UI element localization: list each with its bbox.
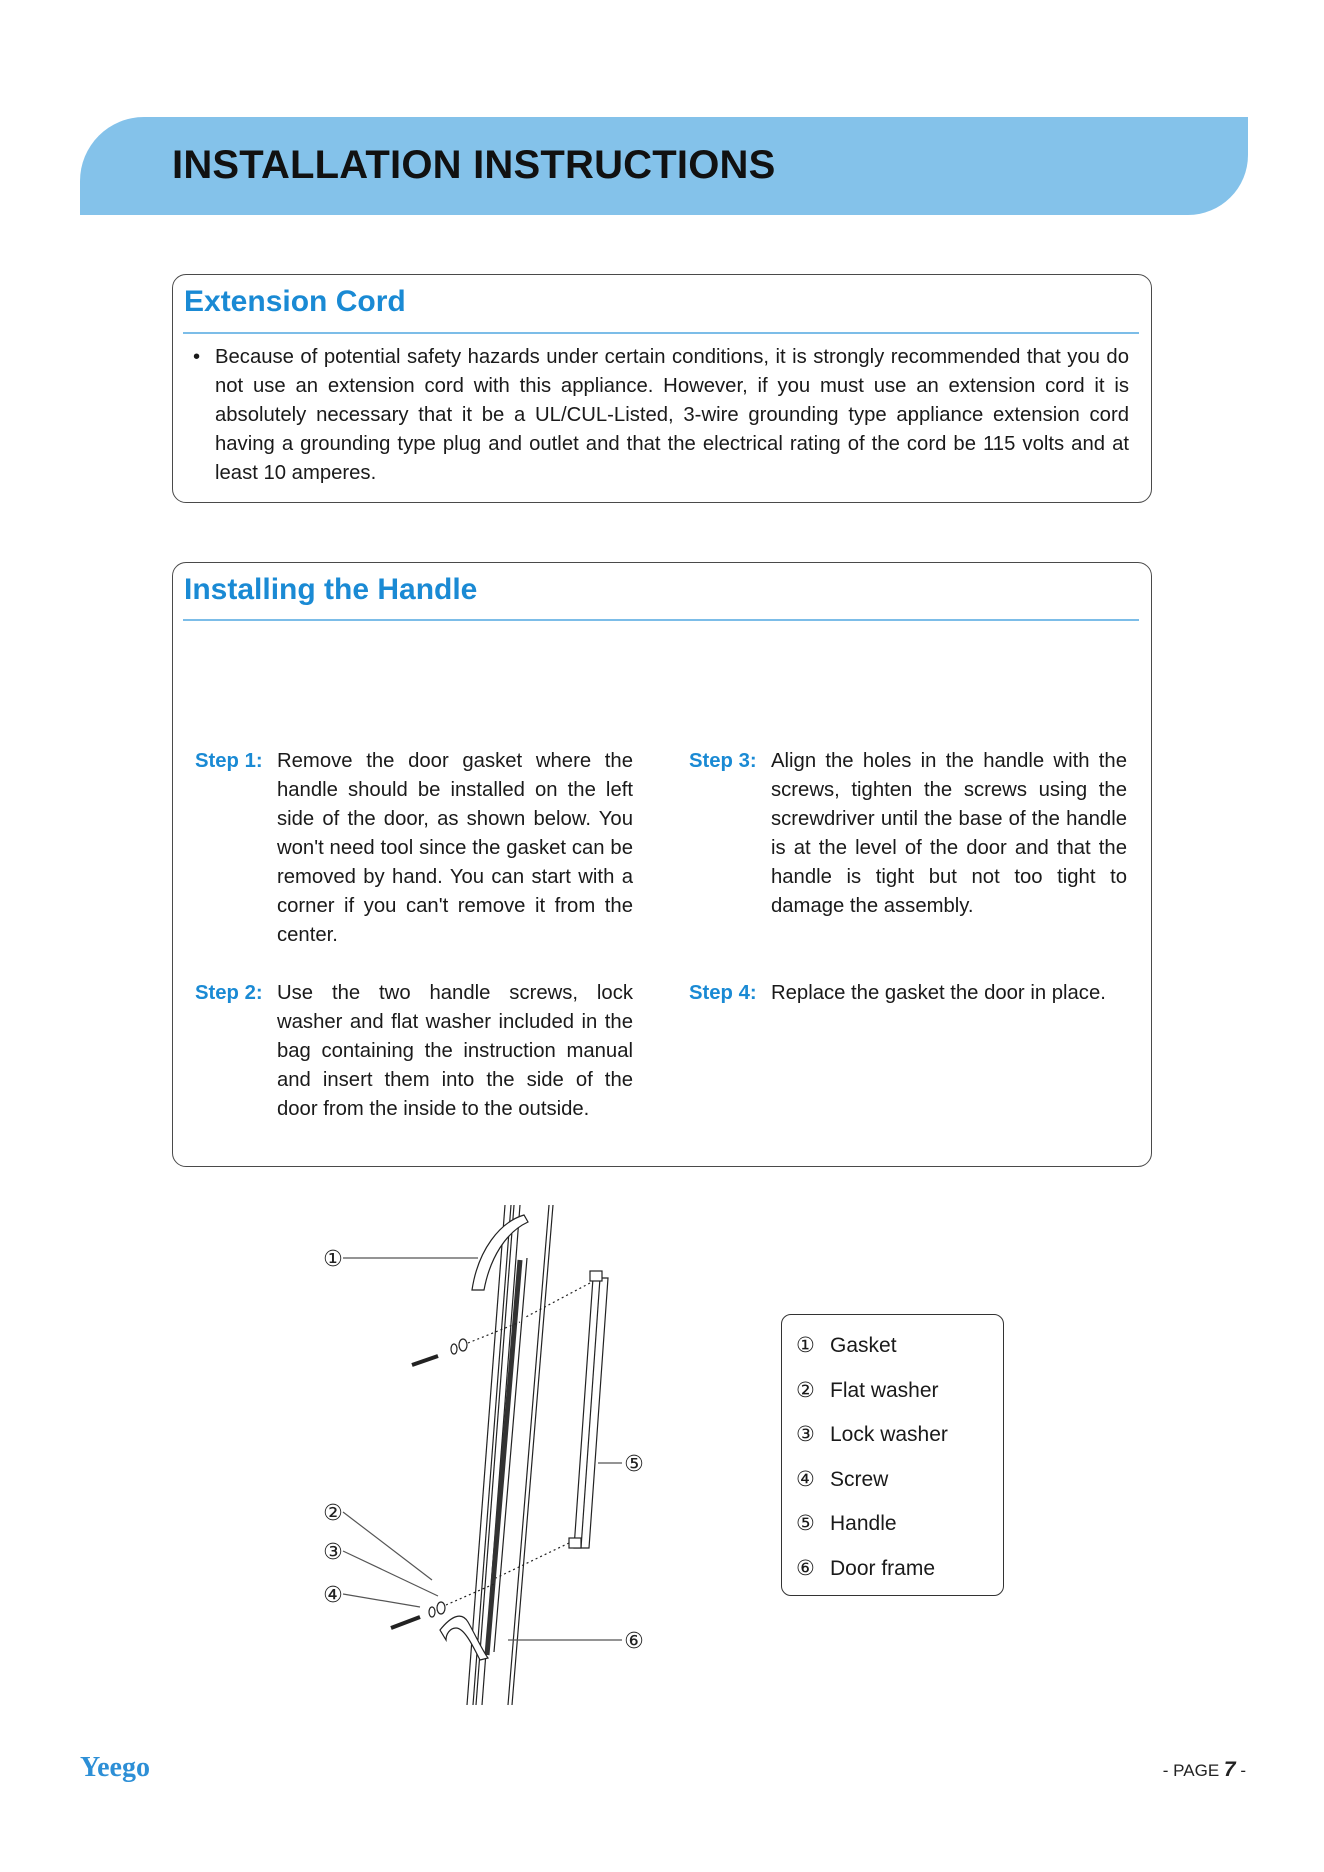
step-text: Remove the door gasket where the handle should be installed on the left side of the door, as shown below. You won't need tool since the gasket can be removed by hand. You can start with a corner if you can't remove it from the center. [277, 750, 633, 946]
page-suffix: - [1240, 1761, 1246, 1780]
callout-5: ⑤ [624, 1452, 644, 1477]
legend-item [796, 1331, 897, 1361]
extension-cord-title: Extension Cord [184, 285, 406, 318]
legend-item [796, 1376, 939, 1406]
parts-legend [781, 1314, 1004, 1596]
legend-number: ⑤ [796, 1512, 815, 1535]
legend-number: ③ [796, 1423, 815, 1446]
legend-label: Lock washer [830, 1423, 948, 1446]
list-item [189, 343, 1129, 488]
legend-number: ④ [796, 1468, 815, 1491]
handle-installation-diagram [300, 1195, 720, 1715]
legend-label: Handle [830, 1512, 897, 1535]
page-number-value: 7 [1223, 1758, 1236, 1781]
callout-6: ⑥ [624, 1629, 644, 1654]
callout-1: ① [323, 1247, 343, 1272]
installing-handle-panel [172, 562, 1152, 1167]
step-label: Step 2: [195, 982, 263, 1004]
handle-shape [569, 1271, 608, 1548]
legend-item [796, 1465, 888, 1495]
page-title: INSTALLATION INSTRUCTIONS [172, 143, 776, 187]
step-label: Step 3: [689, 750, 757, 772]
legend-label: Screw [830, 1468, 889, 1491]
page-prefix: - PAGE [1162, 1761, 1220, 1780]
lower-screw-set [391, 1584, 494, 1628]
step-label: Step 4: [689, 982, 757, 1004]
callout-3: ③ [323, 1540, 343, 1565]
legend-number: ⑥ [796, 1557, 815, 1580]
legend-number: ② [796, 1379, 815, 1402]
step-text: Replace the gasket the door in place. [771, 982, 1106, 1004]
legend-item [796, 1554, 935, 1584]
bullet-icon: • [193, 346, 201, 368]
step-text: Use the two handle screws, lock washer and flat washer included in the bag containing the instruction manual and insert them into the side of the door from the inside to the outside. [277, 982, 633, 1120]
header-band [80, 117, 1248, 215]
callout-2: ② [323, 1501, 343, 1526]
step-label: Step 1: [195, 750, 263, 772]
extension-cord-text: Because of potential safety hazards under certain conditions, it is strongly recommended that you do not use an extension cord with this appliance. However, if you must use an extension cord it is absolutely necessary that it be a UL/CUL-Listed, 3-wire grounding type appliance extension cord having a grounding type plug and outlet and that the electrical rating of the cord be 115 volts and at least 10 amperes. [215, 346, 1129, 484]
callout-4: ④ [323, 1583, 343, 1608]
legend-label: Flat washer [830, 1379, 939, 1402]
legend-item [796, 1509, 897, 1539]
installing-handle-title: Installing the Handle [184, 573, 478, 606]
legend-item [796, 1420, 948, 1450]
page-number [1163, 1758, 1246, 1782]
legend-label: Gasket [830, 1334, 897, 1357]
legend-label: Door frame [830, 1557, 936, 1580]
extension-cord-list [189, 343, 1129, 488]
step-text: Align the holes in the handle with the screws, tighten the screws using the screwdriver until the base of the handle is at the level of the door and that the handle is tight but not too tight to damage the assembly. [771, 750, 1127, 917]
section-divider [183, 332, 1139, 334]
section-divider [183, 619, 1139, 621]
brand-logo: Yeego [80, 1752, 150, 1783]
legend-number: ① [796, 1334, 815, 1357]
extension-cord-panel [172, 274, 1152, 503]
